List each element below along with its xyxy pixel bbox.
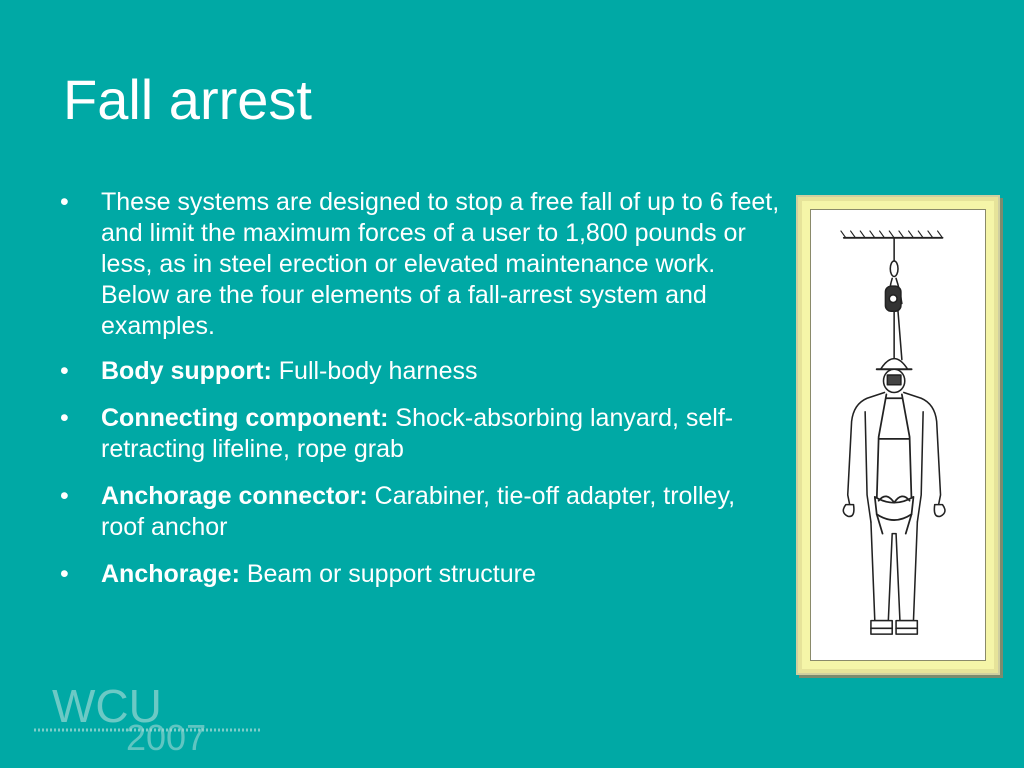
bullet-anchorage [60, 559, 780, 590]
bullet-body-support [60, 356, 780, 387]
anchorage-beam [841, 231, 943, 238]
bullet-connecting-component [60, 403, 780, 465]
full-body-harness [875, 394, 914, 533]
bullet-text: Full-body harness [271, 357, 478, 385]
wcu-2007-logo [30, 678, 270, 758]
bullet-dot: • [60, 482, 69, 510]
wcu-2007-logo-graphic [30, 678, 270, 758]
bullet-term: Connecting component: [101, 404, 389, 432]
logo-year: 2007 [126, 717, 207, 758]
bullet-text: These systems are designed to stop a free fall of up to 6 feet, and limit the maximum forces of a user to 1,800 pounds or less, as in steel erection or elevated maintenance work. Below are the four elements of a fall-arrest system and examples. [101, 188, 780, 340]
harness-illustration [810, 209, 986, 661]
bullet-term: Body support: [101, 357, 272, 385]
lifeline [885, 238, 901, 360]
harness-illustration-frame [796, 195, 1000, 675]
bullet-intro [60, 187, 780, 342]
worker-head [877, 359, 912, 393]
bullet-text: Carabiner, tie-off adapter, trolley, roof anchor [101, 482, 736, 541]
bullet-dot: • [60, 188, 69, 216]
bullet-dot: • [60, 357, 69, 385]
bullet-anchorage-connector [60, 481, 780, 543]
bullet-list [60, 187, 780, 606]
slide-title: Fall arrest [63, 68, 312, 131]
logo-wordmark: WCU [52, 680, 162, 732]
bullet-text: Shock-absorbing lanyard, self-retracting lifeline, rope grab [101, 404, 734, 463]
harness-figure-drawing [811, 210, 985, 660]
bullet-dot: • [60, 404, 69, 432]
bullet-term: Anchorage: [101, 560, 240, 588]
bullet-term: Anchorage connector: [101, 482, 368, 510]
bullet-text: Beam or support structure [239, 560, 536, 588]
bullet-dot: • [60, 560, 69, 588]
